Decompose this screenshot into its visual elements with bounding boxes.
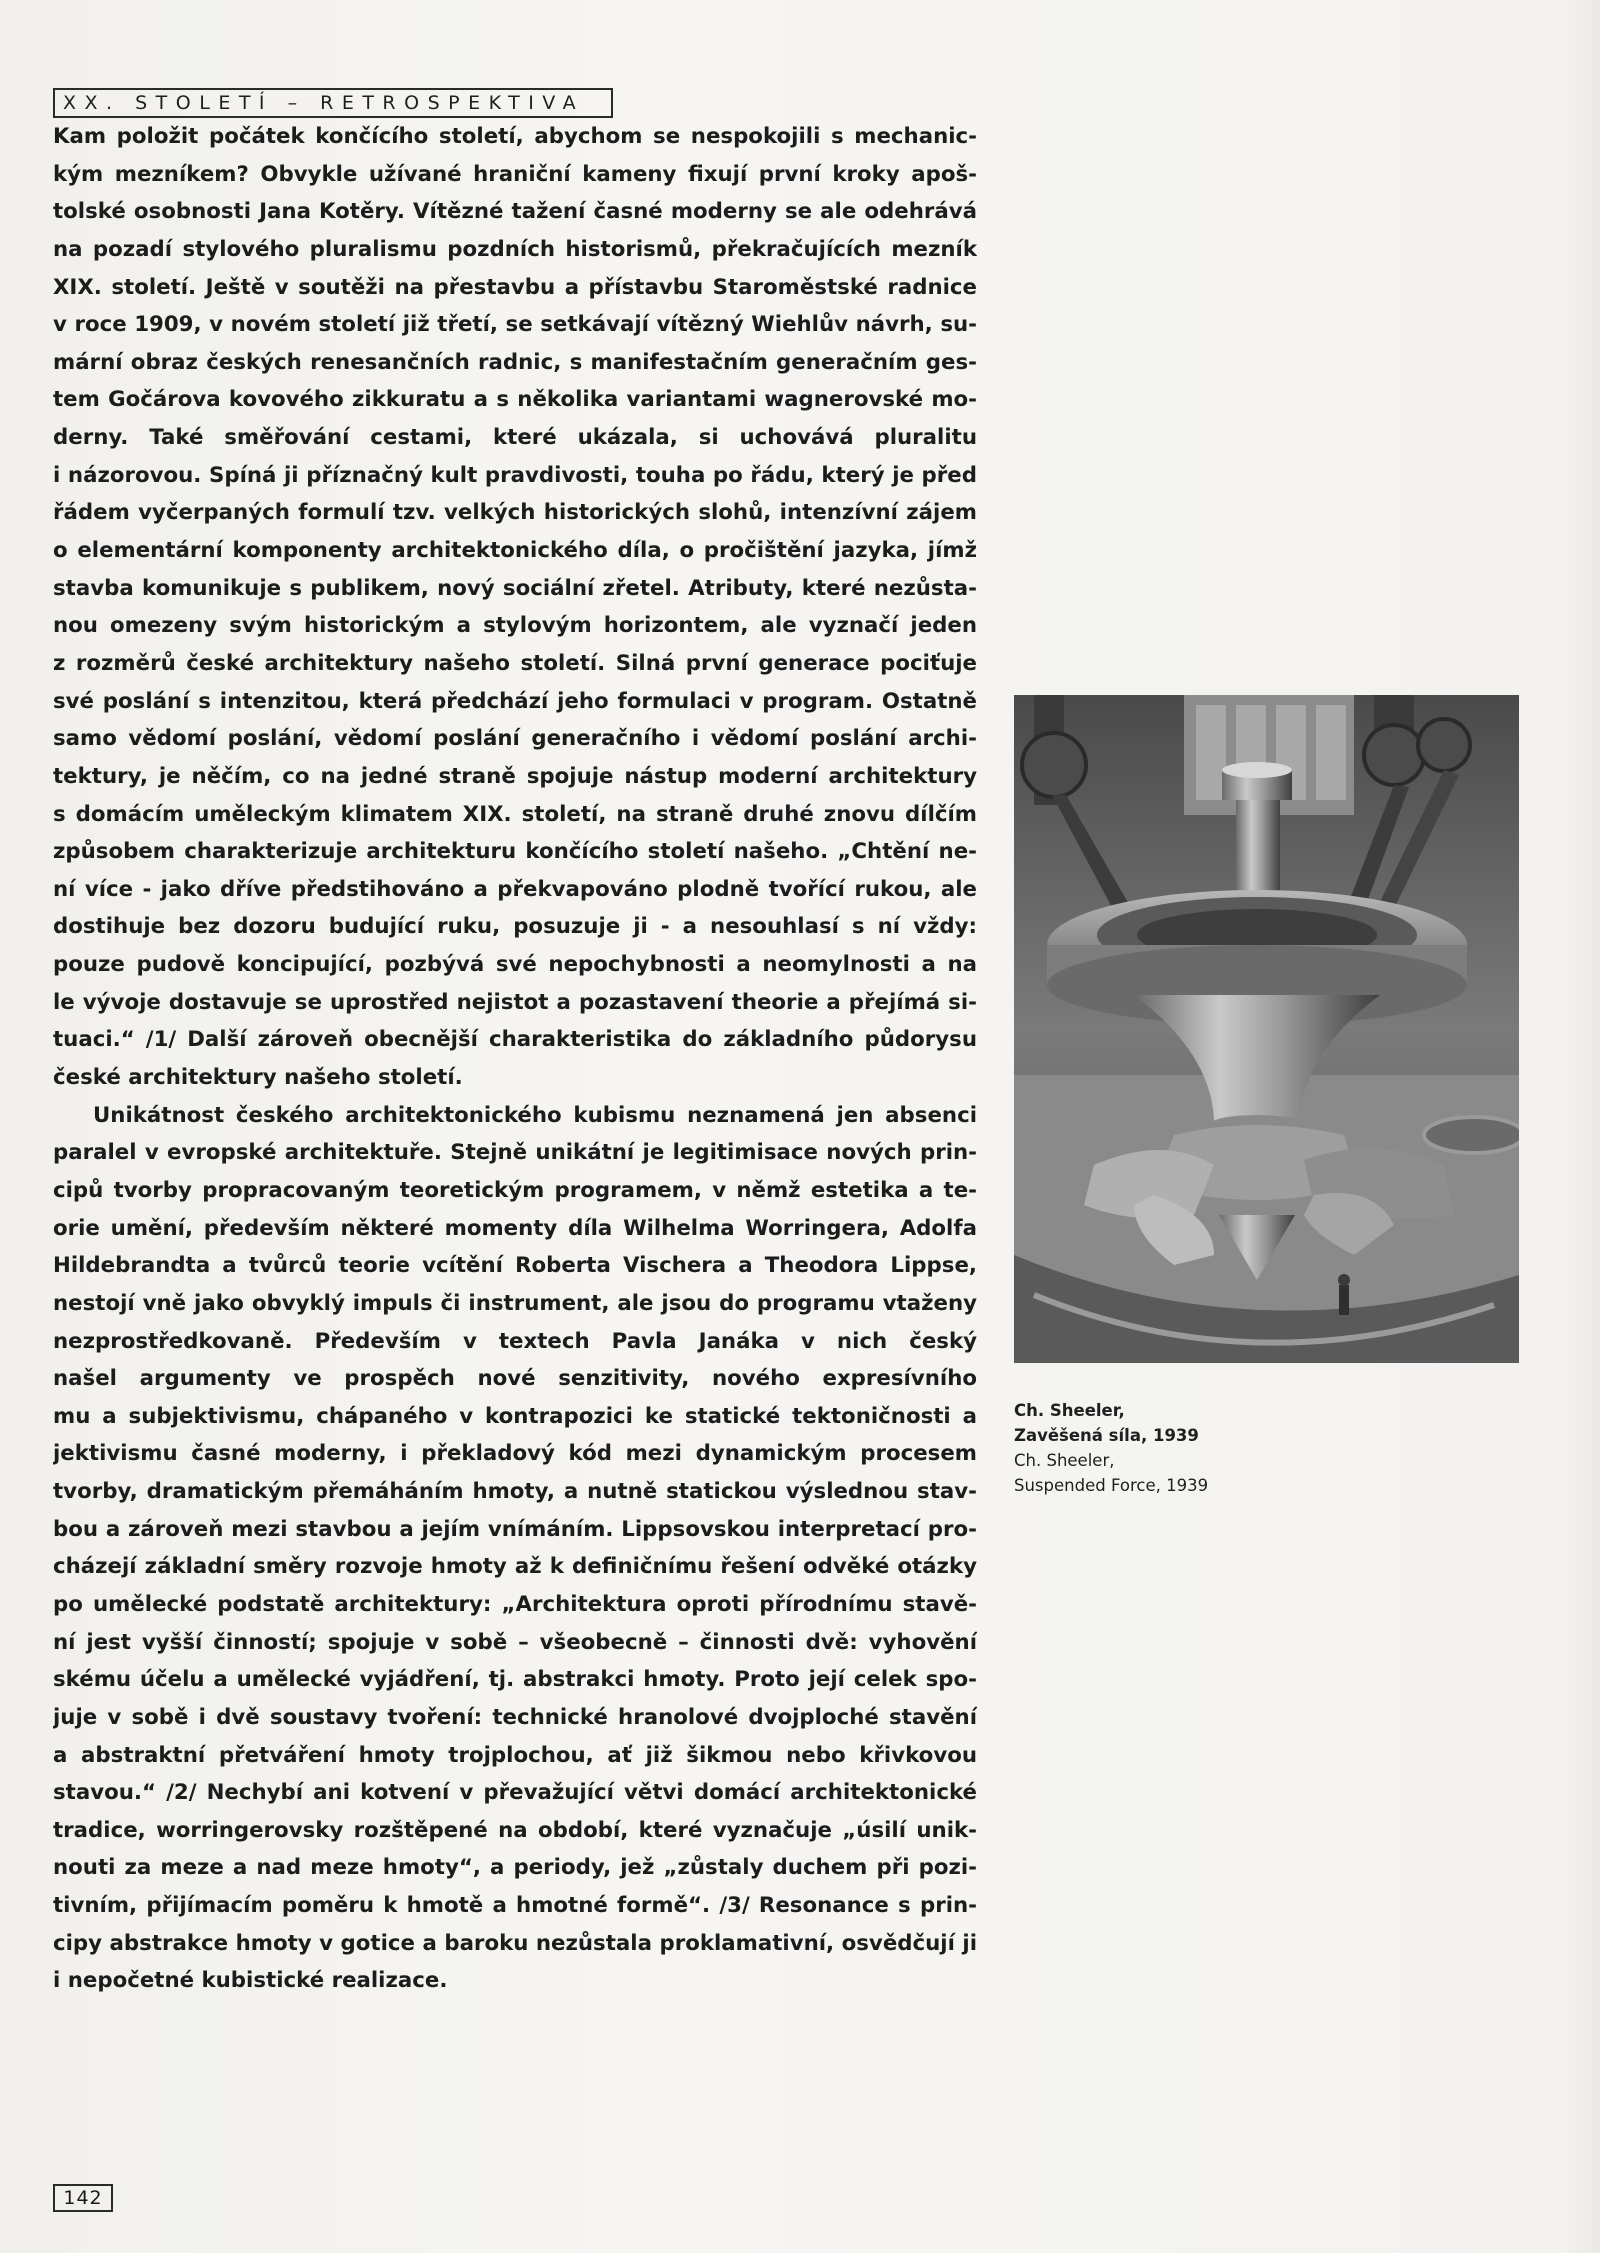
text-line: tuaci.“ /1/ Další zároveň obecnější charakteristika do základního půdorysu [53,1027,977,1053]
running-title: XX. STOLETÍ – RETROSPEKTIVA [53,88,613,118]
caption-title-cz: Zavěšená síla, 1939 [1014,1426,1199,1445]
text-line: i nepočetné kubistické realizace. [53,1968,448,1994]
text-line: i názorovou. Spíná ji příznačný kult pravdivosti, touha po řádu, který je před [53,462,977,488]
caption-author-en: Ch. Sheeler, [1014,1451,1115,1470]
text-line: své poslání s intenzitou, která předchází jeho formulaci v program. Ostatně [53,688,977,714]
page-edge-shadow [1560,0,1600,2253]
text-line: stavba komunikuje s publikem, nový sociální zřetel. Atributy, které nezůsta- [53,575,977,601]
text-line: XIX. století. Ještě v soutěži na přestavbu a přístavbu Staroměstské radnice [53,274,977,300]
text-line: bou a zároveň mezi stavbou a jejím vnímáním. Lippsovskou interpretací pro- [53,1516,977,1542]
text-line: samo vědomí poslání, vědomí poslání generačního i vědomí poslání archi- [53,726,977,752]
text-line: způsobem charakterizuje architekturu končícího století našeho. „Chtění ne- [53,839,977,865]
text-line: na pozadí stylového pluralismu pozdních historismů, překračujících mezník [53,236,977,262]
text-line: v roce 1909, v novém století již třetí, se setkávají vítězný Wiehlův návrh, su- [53,312,977,338]
text-line: ní více - jako dříve předstihováno a překvapováno plodně tvořící rukou, ale [53,876,977,902]
text-line: tivním, přijímacím poměru k hmotě a hmotné formě“. /3/ Resonance s prin- [53,1893,977,1919]
text-line: tektury, je něčím, co na jedné straně spojuje nástup moderní architektury [53,763,977,789]
text-line: stavou.“ /2/ Nechybí ani kotvení v převažující větvi domácí architektonické [53,1780,977,1806]
text-line: s domácím uměleckým klimatem XIX. století, na straně druhé znovu dílčím [53,801,977,827]
text-line: juje v sobě i dvě soustavy tvoření: technické hranolové dvojploché stavění [53,1704,977,1730]
text-line: derny. Také směřování cestami, které ukázala, si uchovává pluralitu [53,425,977,451]
text-line: orie umění, především některé momenty díla Wilhelma Worringera, Adolfa [53,1215,977,1241]
text-line: cipy abstrakce hmoty v gotice a baroku nezůstala proklamativní, osvědčují ji [53,1930,977,1956]
text-line: řádem vyčerpaných formulí tzv. velkých historických slohů, intenzívní zájem [53,500,977,526]
text-line: z rozměrů české architektury našeho století. Silná první generace pociťuje [53,650,977,676]
figure-caption [1014,1398,1314,1498]
text-line: o elementární komponenty architektonického díla, o pročištění jazyka, jímž [53,538,977,564]
text-line: ní jest vyšší činností; spojuje v sobě – všeobecně – činnosti dvě: vyhovění [53,1629,977,1655]
text-line: kým mezníkem? Obvykle užívané hraniční kameny fixují první kroky apoš- [53,161,977,187]
text-line: tvorby, dramatickým přemáháním hmoty, a nutně statickou výslednou stav- [53,1479,977,1505]
text-line: dostihuje bez dozoru budující ruku, posuzuje ji - a nesouhlasí s ní vždy: [53,914,977,940]
text-line: Unikátnost českého architektonického kubismu neznamená jen absenci [93,1102,977,1128]
caption-title-en: Suspended Force, 1939 [1014,1476,1209,1495]
text-line: tolské osobnosti Jana Kotěry. Vítězné tažení časné moderny se ale odehrává [53,199,977,225]
turbine-photo-illustration [1014,695,1519,1363]
text-line: a abstraktní přetváření hmoty trojplochou, ať již šikmou nebo křivkovou [53,1742,977,1768]
caption-author-cz: Ch. Sheeler, [1014,1401,1125,1420]
page-number: 142 [53,2184,113,2212]
text-line: české architektury našeho století. [53,1065,463,1091]
text-line: le vývoje dostavuje se uprostřed nejistot a pozastavení theorie a přejímá si- [53,989,977,1015]
text-line: skému účelu a umělecké vyjádření, tj. abstrakci hmoty. Proto její celek spo- [53,1667,977,1693]
text-line: nezprostředkovaně. Především v textech Pavla Janáka v nich český [53,1328,977,1354]
text-line: pouze pudově koncipující, pozbývá své nepochybnosti a neomylnosti a na [53,952,977,978]
text-line: nestojí vně jako obvyklý impuls či instrument, ale jsou do programu vtaženy [53,1290,977,1316]
text-line: jektivismu časné moderny, i překladový kód mezi dynamickým procesem [53,1441,977,1467]
article-body [53,118,977,2000]
text-line: mu a subjektivismu, chápaného v kontrapozici ke statické tektoničnosti a [53,1403,977,1429]
text-line: tradice, worringerovsky rozštěpené na období, které vyznačuje „úsilí unik- [53,1817,977,1843]
text-line: po umělecké podstatě architektury: „Architektura oproti přírodnímu stavě- [53,1591,977,1617]
text-line: cházejí základní směry rozvoje hmoty až k definičnímu řešení odvěké otázky [53,1554,977,1580]
text-line: Kam položit počátek končícího století, abychom se nespokojili s mechanic- [53,124,977,149]
photograph-suspended-force [1014,695,1519,1363]
text-line: nouti za meze a nad meze hmoty“, a periody, jež „zůstaly duchem při pozi- [53,1855,977,1881]
text-line: Hildebrandta a tvůrců teorie vcítění Roberta Vischera a Theodora Lippse, [53,1253,977,1279]
text-line: paralel v evropské architektuře. Stejně unikátní je legitimisace nových prin- [53,1140,977,1166]
text-line: nou omezeny svým historickým a stylovým horizontem, ale vyznačí jeden [53,613,977,639]
text-line: cipů tvorby propracovaným teoretickým programem, v němž estetika a te- [53,1177,977,1203]
text-line: našel argumenty ve prospěch nové senzitivity, nového expresívního [53,1366,977,1392]
text-line: mární obraz českých renesančních radnic, s manifestačním generačním ges- [53,349,977,375]
text-line: tem Gočárova kovového zikkuratu a s několika variantami wagnerovské mo- [53,387,977,413]
